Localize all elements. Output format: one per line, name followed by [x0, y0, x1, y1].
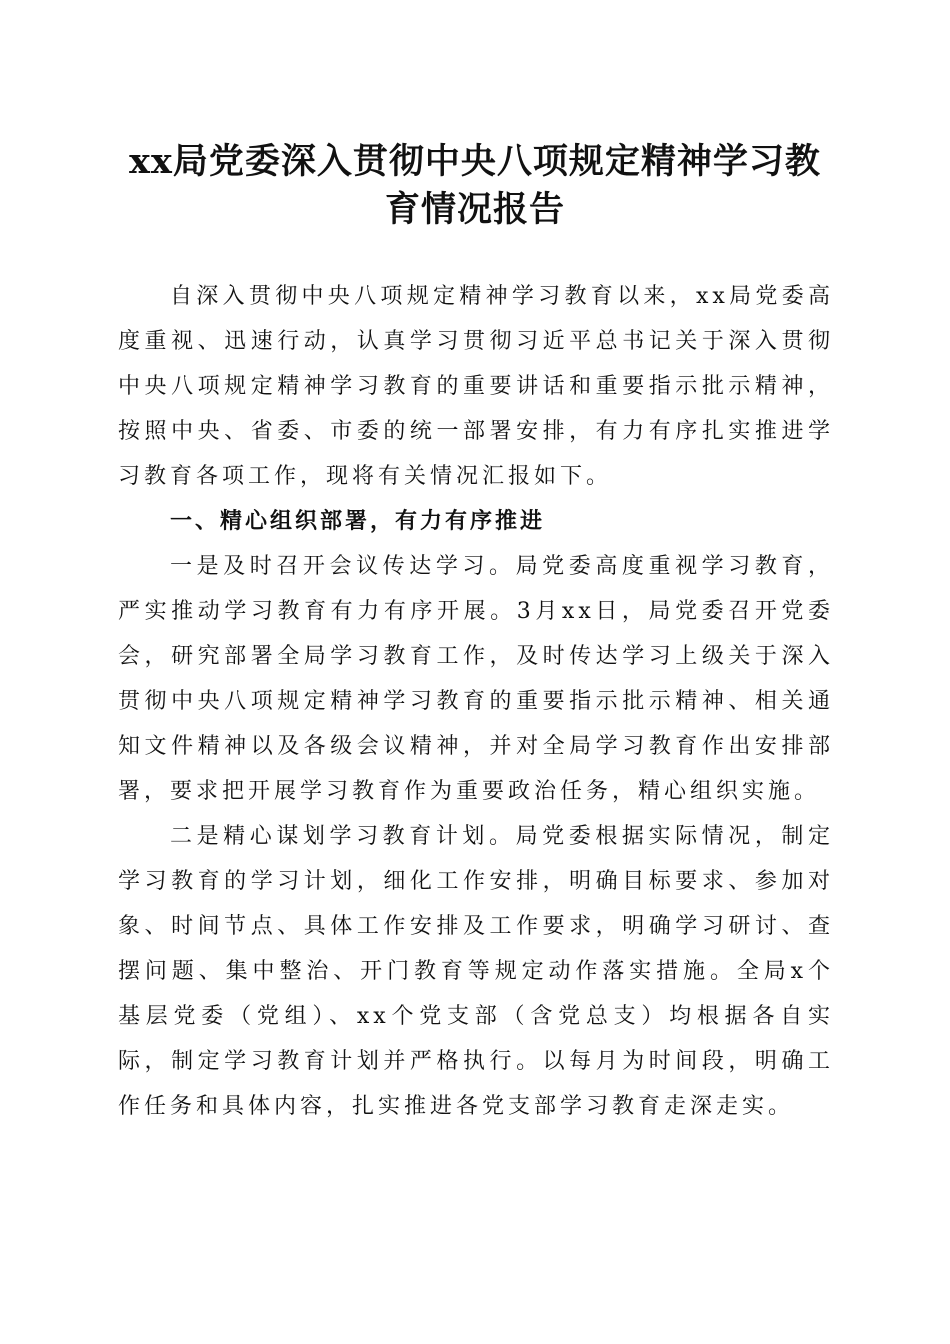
- section-1-heading: 一、精心组织部署，有力有序推进: [170, 509, 546, 534]
- section-1-paragraph-2: 二是精心谋划学习教育计划。局党委根据实际情况，制定学习教育的学习计划，细化工作安排，明确目标要求、参加对象、时间节点、具体工作安排及工作要求，明确学习研讨、查摆问题、集中整治、开门教育等规定动作落实措施。全局x个基层党委（党组）、xx个党支部（含党总支）均根据各自实际，制定学习教育计划并严格执行。以每月为时间段，明确工作任务和具体内容，扎实推进各党支部学习教育走深走实。: [118, 824, 834, 1119]
- document-title: [100, 138, 850, 234]
- section-1-paragraph-1: 一是及时召开会议传达学习。局党委高度重视学习教育，严实推动学习教育有力有序开展。3月xx日，局党委召开党委会，研究部署全局学习教育工作，及时传达学习上级关于深入贯彻中央八项规定精神学习教育的重要指示批示精神、相关通知文件精神以及各级会议精神，并对全局学习教育作出安排部署，要求把开展学习教育作为重要政治任务，精心组织实施。: [118, 554, 834, 804]
- document-body: [118, 274, 834, 1129]
- intro-paragraph: 自深入贯彻中央八项规定精神学习教育以来，xx局党委高度重视、迅速行动，认真学习贯彻习近平总书记关于深入贯彻中央八项规定精神学习教育的重要讲话和重要指示批示精神，按照中央、省委、市委的统一部署安排，有力有序扎实推进学习教育各项工作，现将有关情况汇报如下。: [118, 284, 834, 489]
- title-line-1: xx局党委深入贯彻中央八项规定精神学习教: [129, 141, 821, 182]
- title-line-2: 育情况报告: [384, 189, 565, 230]
